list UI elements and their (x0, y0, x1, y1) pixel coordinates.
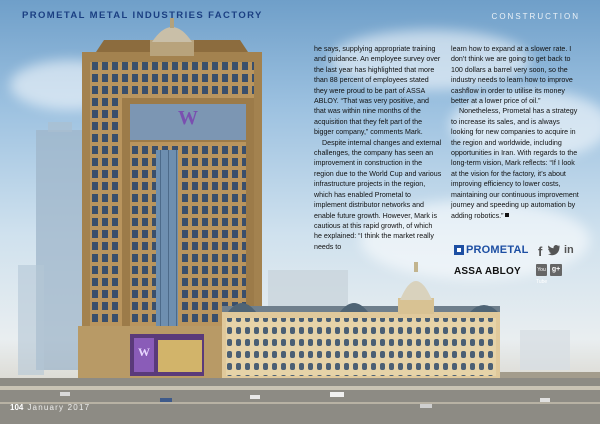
issue-date: January 2017 (27, 403, 91, 412)
paragraph: Despite internal changes and external challenges, the company has seen an improvement in construction in the region due to the World Cup and various infrastructure projects in the region, which has enabled Prometal to implement distributor networks and enable future growth. However, Mark is cautious at this rapid growth, of which he explained: “I think the market really needs to (314, 138, 442, 251)
article-column-2 (451, 44, 581, 221)
svg-text:W: W (138, 345, 150, 359)
article-column-1 (314, 44, 442, 252)
paragraph (451, 106, 581, 220)
google-plus-icon[interactable]: g+ (550, 264, 562, 276)
prometal-logo (454, 244, 529, 256)
section-label: PROMETAL METAL INDUSTRIES FACTORY (22, 10, 263, 21)
paragraph: learn how to expand at a slower rate. I don’t think we are going to get back to 100 dollars a barrel very soon, so the industry needs to learn how to improve cashflow in order to utilise its money better at a lower price of oil.” (451, 45, 573, 106)
twitter-icon[interactable] (548, 245, 560, 256)
foreground-road (0, 378, 600, 424)
svg-text:W: W (178, 107, 198, 129)
linkedin-icon[interactable]: in (564, 244, 574, 256)
palace-central-dome (398, 262, 434, 314)
logo-panel (452, 244, 582, 285)
end-mark-icon (505, 213, 509, 217)
prometal-mark-icon (454, 245, 464, 255)
paragraph: he says, supplying appropriate training and guidance. An employee survey over the last year has highlighted that more than 88 percent of employees stated they were proud to be part of ASSA ABLOY. “That was very positive, and that was within nine months of the acquisition that they felt part of the bigger company,” comments Mark. (314, 45, 441, 137)
palace-building (222, 303, 500, 380)
prometal-wordmark: PROMETAL (466, 244, 529, 256)
background-skyscraper-left (18, 122, 84, 375)
assa-abloy-logo: ASSA ABLOY (454, 266, 521, 277)
hotel-podium (78, 326, 228, 378)
overpass (500, 372, 600, 378)
facebook-icon[interactable]: f (538, 244, 543, 259)
youtube-icon[interactable]: You Tube (536, 264, 547, 276)
section-tag: CONSTRUCTION (491, 12, 580, 21)
hotel-dome-top (150, 18, 194, 56)
page-number: 104 (10, 403, 24, 412)
paragraph-text: Nonetheless, Prometal has a strategy to increase its sales, and is always looking for new companies to acquire in the region and worldwide, including opportunities in Iran. With regards to the long-term vision, Mark reflects: “If I look at the vision for the factory, it’s about improving efficiency to lower costs, maintaining our continuous improvement journey and speeding up automation by adding robotics.” (451, 107, 579, 220)
page-footer (10, 403, 90, 412)
